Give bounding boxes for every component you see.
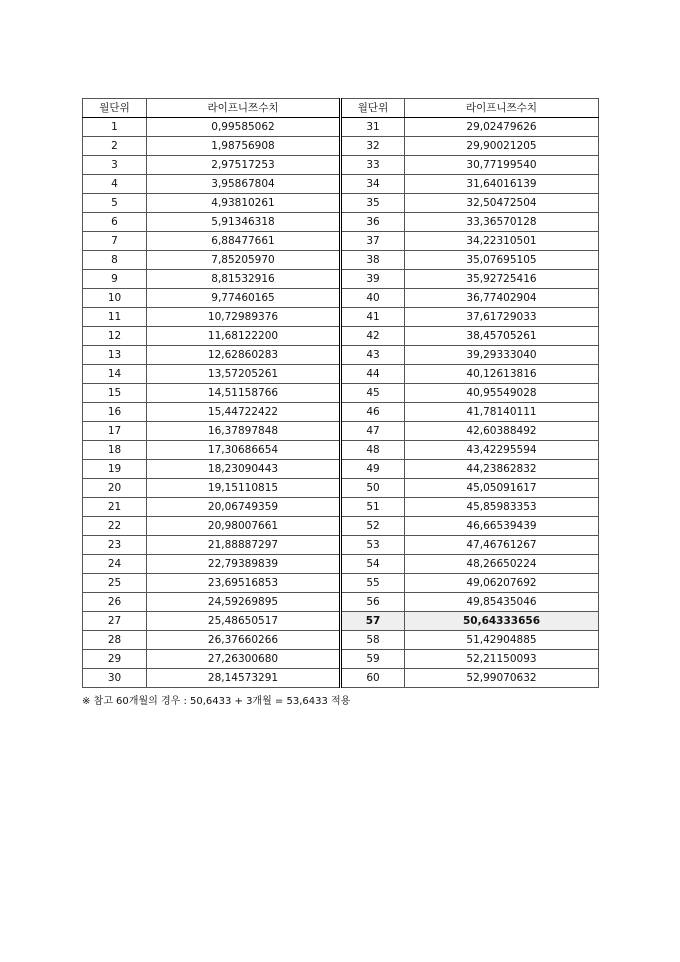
month-cell: 2 <box>83 137 147 156</box>
month-cell: 25 <box>83 574 147 593</box>
table-row <box>83 555 599 574</box>
value-cell: 43,42295594 <box>405 441 599 460</box>
table-row <box>83 612 599 631</box>
month-cell: 53 <box>341 536 405 555</box>
value-cell: 18,23090443 <box>147 460 341 479</box>
table-row <box>83 175 599 194</box>
month-cell: 44 <box>341 365 405 384</box>
month-cell: 60 <box>341 669 405 688</box>
value-cell: 32,50472504 <box>405 194 599 213</box>
header-month-right: 월단위 <box>341 99 405 118</box>
month-cell: 7 <box>83 232 147 251</box>
header-value-left: 라이프니쯔수치 <box>147 99 341 118</box>
month-cell: 42 <box>341 327 405 346</box>
table-row <box>83 327 599 346</box>
table-row <box>83 536 599 555</box>
value-cell: 49,85435046 <box>405 593 599 612</box>
value-cell: 49,06207692 <box>405 574 599 593</box>
value-cell: 24,59269895 <box>147 593 341 612</box>
month-cell: 11 <box>83 308 147 327</box>
month-cell: 37 <box>341 232 405 251</box>
month-cell: 29 <box>83 650 147 669</box>
month-cell: 1 <box>83 118 147 137</box>
table-row <box>83 669 599 688</box>
month-cell: 10 <box>83 289 147 308</box>
month-cell: 39 <box>341 270 405 289</box>
month-cell: 35 <box>341 194 405 213</box>
month-cell: 48 <box>341 441 405 460</box>
value-cell: 17,30686654 <box>147 441 341 460</box>
table-row <box>83 194 599 213</box>
month-cell: 59 <box>341 650 405 669</box>
month-cell: 9 <box>83 270 147 289</box>
value-cell: 40,12613816 <box>405 365 599 384</box>
table-row <box>83 251 599 270</box>
month-cell: 32 <box>341 137 405 156</box>
month-cell: 26 <box>83 593 147 612</box>
month-cell: 20 <box>83 479 147 498</box>
month-cell: 16 <box>83 403 147 422</box>
month-cell: 38 <box>341 251 405 270</box>
value-cell: 16,37897848 <box>147 422 341 441</box>
value-cell: 28,14573291 <box>147 669 341 688</box>
month-cell: 31 <box>341 118 405 137</box>
value-cell: 40,95549028 <box>405 384 599 403</box>
value-cell: 11,68122200 <box>147 327 341 346</box>
table-row <box>83 365 599 384</box>
month-cell: 18 <box>83 441 147 460</box>
value-cell: 50,64333656 <box>405 612 599 631</box>
month-cell: 19 <box>83 460 147 479</box>
month-cell: 28 <box>83 631 147 650</box>
value-cell: 45,85983353 <box>405 498 599 517</box>
value-cell: 25,48650517 <box>147 612 341 631</box>
value-cell: 20,98007661 <box>147 517 341 536</box>
month-cell: 46 <box>341 403 405 422</box>
value-cell: 42,60388492 <box>405 422 599 441</box>
month-cell: 15 <box>83 384 147 403</box>
month-cell: 43 <box>341 346 405 365</box>
value-cell: 37,61729033 <box>405 308 599 327</box>
value-cell: 23,69516853 <box>147 574 341 593</box>
value-cell: 35,07695105 <box>405 251 599 270</box>
table-row <box>83 232 599 251</box>
table-row <box>83 593 599 612</box>
month-cell: 23 <box>83 536 147 555</box>
month-cell: 5 <box>83 194 147 213</box>
month-cell: 40 <box>341 289 405 308</box>
value-cell: 33,36570128 <box>405 213 599 232</box>
value-cell: 46,66539439 <box>405 517 599 536</box>
table-row <box>83 270 599 289</box>
month-cell: 12 <box>83 327 147 346</box>
table-row <box>83 650 599 669</box>
value-cell: 5,91346318 <box>147 213 341 232</box>
value-cell: 4,93810261 <box>147 194 341 213</box>
value-cell: 1,98756908 <box>147 137 341 156</box>
month-cell: 51 <box>341 498 405 517</box>
value-cell: 47,46761267 <box>405 536 599 555</box>
header-value-right: 라이프니쯔수치 <box>405 99 599 118</box>
month-cell: 30 <box>83 669 147 688</box>
value-cell: 22,79389839 <box>147 555 341 574</box>
month-cell: 8 <box>83 251 147 270</box>
table-row <box>83 517 599 536</box>
table-row <box>83 384 599 403</box>
value-cell: 52,99070632 <box>405 669 599 688</box>
value-cell: 34,22310501 <box>405 232 599 251</box>
value-cell: 20,06749359 <box>147 498 341 517</box>
value-cell: 10,72989376 <box>147 308 341 327</box>
value-cell: 9,77460165 <box>147 289 341 308</box>
value-cell: 45,05091617 <box>405 479 599 498</box>
value-cell: 15,44722422 <box>147 403 341 422</box>
value-cell: 31,64016139 <box>405 175 599 194</box>
header-row <box>83 99 599 118</box>
month-cell: 21 <box>83 498 147 517</box>
value-cell: 3,95867804 <box>147 175 341 194</box>
month-cell: 4 <box>83 175 147 194</box>
table-row <box>83 308 599 327</box>
month-cell: 52 <box>341 517 405 536</box>
month-cell: 14 <box>83 365 147 384</box>
value-cell: 7,85205970 <box>147 251 341 270</box>
value-cell: 29,02479626 <box>405 118 599 137</box>
table-row <box>83 422 599 441</box>
value-cell: 21,88887297 <box>147 536 341 555</box>
table-body <box>83 118 599 688</box>
table-row <box>83 631 599 650</box>
value-cell: 14,51158766 <box>147 384 341 403</box>
month-cell: 33 <box>341 156 405 175</box>
month-cell: 13 <box>83 346 147 365</box>
month-cell: 24 <box>83 555 147 574</box>
month-cell: 17 <box>83 422 147 441</box>
month-cell: 58 <box>341 631 405 650</box>
table-row <box>83 574 599 593</box>
value-cell: 36,77402904 <box>405 289 599 308</box>
value-cell: 27,26300680 <box>147 650 341 669</box>
table-row <box>83 137 599 156</box>
header-month-left: 월단위 <box>83 99 147 118</box>
table-row <box>83 156 599 175</box>
table-row <box>83 460 599 479</box>
value-cell: 30,77199540 <box>405 156 599 175</box>
month-cell: 57 <box>341 612 405 631</box>
table-row <box>83 289 599 308</box>
month-cell: 56 <box>341 593 405 612</box>
value-cell: 19,15110815 <box>147 479 341 498</box>
value-cell: 6,88477661 <box>147 232 341 251</box>
month-cell: 54 <box>341 555 405 574</box>
value-cell: 51,42904885 <box>405 631 599 650</box>
value-cell: 48,26650224 <box>405 555 599 574</box>
table-row <box>83 403 599 422</box>
value-cell: 44,23862832 <box>405 460 599 479</box>
table-row <box>83 346 599 365</box>
month-cell: 45 <box>341 384 405 403</box>
table-row <box>83 479 599 498</box>
table-row <box>83 213 599 232</box>
value-cell: 2,97517253 <box>147 156 341 175</box>
month-cell: 49 <box>341 460 405 479</box>
month-cell: 27 <box>83 612 147 631</box>
value-cell: 8,81532916 <box>147 270 341 289</box>
month-cell: 22 <box>83 517 147 536</box>
month-cell: 34 <box>341 175 405 194</box>
table-row <box>83 441 599 460</box>
value-cell: 12,62860283 <box>147 346 341 365</box>
value-cell: 29,90021205 <box>405 137 599 156</box>
value-cell: 13,57205261 <box>147 365 341 384</box>
month-cell: 3 <box>83 156 147 175</box>
value-cell: 0,99585062 <box>147 118 341 137</box>
table-row <box>83 498 599 517</box>
value-cell: 39,29333040 <box>405 346 599 365</box>
value-cell: 38,45705261 <box>405 327 599 346</box>
month-cell: 55 <box>341 574 405 593</box>
month-cell: 41 <box>341 308 405 327</box>
table-row <box>83 118 599 137</box>
value-cell: 52,21150093 <box>405 650 599 669</box>
month-cell: 50 <box>341 479 405 498</box>
leibniz-table <box>82 98 599 688</box>
value-cell: 41,78140111 <box>405 403 599 422</box>
reference-note: ※ 참고 60개월의 경우 : 50,6433 + 3개월 = 53,6433 적용 <box>82 696 351 707</box>
value-cell: 26,37660266 <box>147 631 341 650</box>
month-cell: 47 <box>341 422 405 441</box>
value-cell: 35,92725416 <box>405 270 599 289</box>
month-cell: 36 <box>341 213 405 232</box>
month-cell: 6 <box>83 213 147 232</box>
